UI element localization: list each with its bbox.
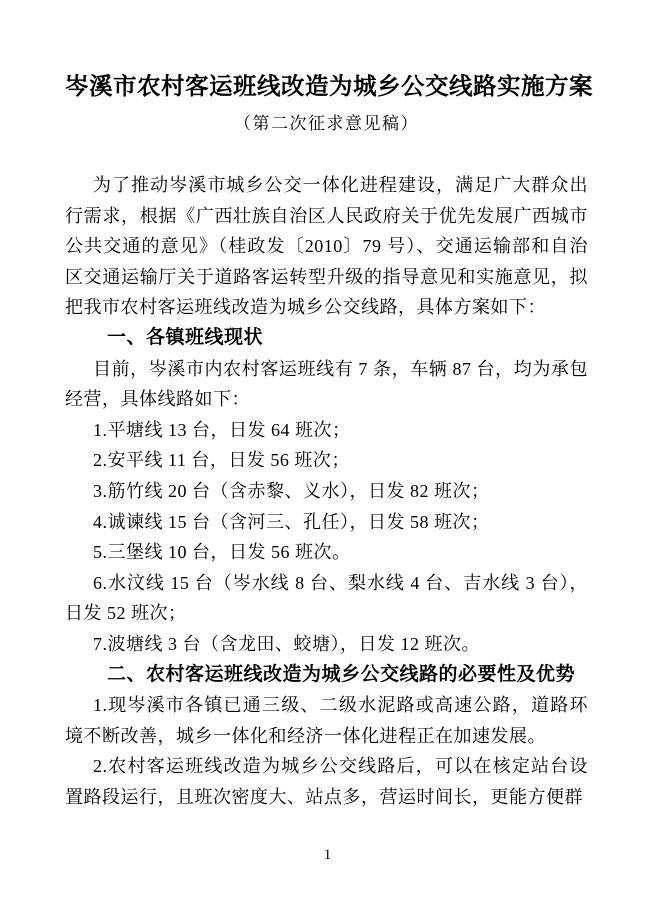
page-number: 1 [323,847,332,863]
list-item-line-6: 6.水汶线 15 台（岑水线 8 台、梨水线 4 台、吉水线 3 台），日发 52 班次； [65,572,588,624]
paragraph-necessity-1: 1.现岑溪市各镇已通三级、二级水泥路或高速公路，道路环境不断改善，城乡一体化和经济一体化进程正在加速发展。 [65,695,588,746]
paragraph-necessity-2: 2.农村客运班线改造为城乡公交线路后，可以在核定站台设置路段运行，且班次密度大、站点多，营运时间长，更能方便群 [65,756,588,807]
document-title: 岑溪市农村客运班线改造为城乡公交线路实施方案 [65,74,593,100]
document-subtitle: （第二次征求意见稿） [234,114,419,133]
paragraph-status: 目前，岑溪市内农村客运班线有 7 条，车辆 87 台，均为承包经营，具体线路如下： [65,358,588,410]
section-heading-1: 一、各镇班线现状 [107,326,264,348]
section-heading-2: 二、农村客运班线改造为城乡公交线路的必要性及优势 [107,663,576,685]
list-item-line-3: 3.筋竹线 20 台（含赤黎、义水），日发 82 班次； [93,480,490,501]
list-item-line-7: 7.波塘线 3 台（含龙田、蛟塘），日发 12 班次。 [93,633,480,654]
paragraph-intro: 为了推动岑溪市城乡公交一体化进程建设，满足广大群众出行需求，根据《广西壮族自治区人民政府关于优先发展广西城市公共交通的意见》（桂政发〔2010〕79 号）、交通运输部和自治区交通运输厅关于道路客运转型升级的指导意见和实施意见，拟把我市农村客运班线改造为城乡公交线路，具体方案如下： [65,175,588,318]
list-item-line-2: 2.安平线 11 台，日发 56 班次； [93,450,350,471]
list-item-line-1: 1.平塘线 13 台，日发 64 班次； [93,419,351,440]
document-body [65,170,588,812]
list-item-line-4: 4.诚谏线 15 台（含河三、孔任），日发 58 班次； [93,511,490,532]
list-item-line-5: 5.三堡线 10 台，日发 56 班次。 [93,542,351,563]
